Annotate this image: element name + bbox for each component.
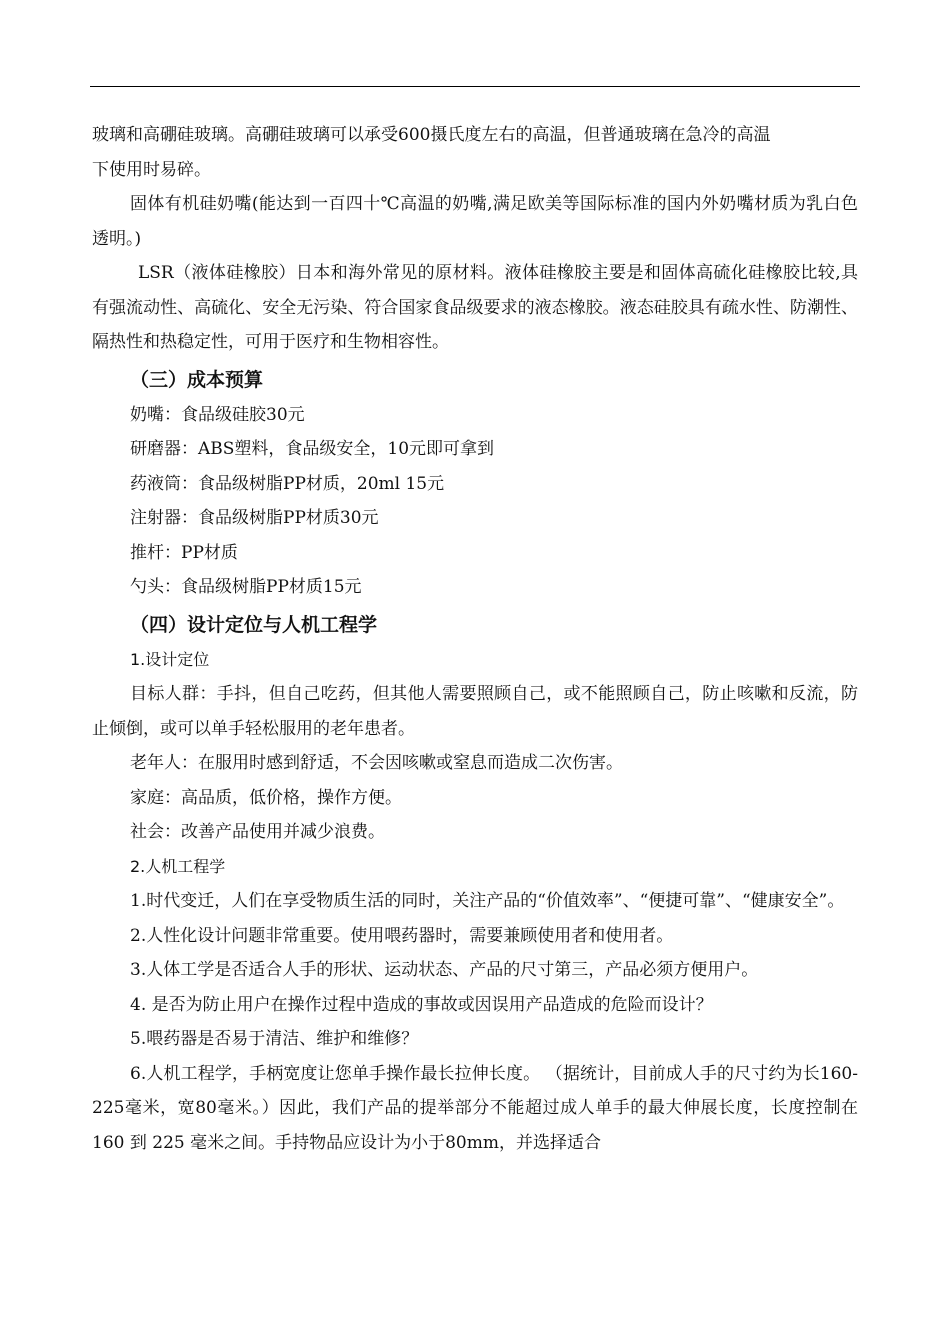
section-heading-cost: （三）成本预算 (130, 368, 264, 391)
cost-item-cylinder: 药液筒：食品级树脂PP材质，20ml 15元 (130, 473, 445, 494)
cost-item-plunger: 推杆：PP材质 (130, 542, 238, 563)
paragraph-glass (92, 118, 858, 187)
paragraph-lsr: LSR（液体硅橡胶）日本和海外常见的原材料。液体硅橡胶主要是和固体高硫化硅橡胶比较,具有强流动性、高硫化、安全无污染、符合国家食品级要求的液态橡胶。液态硅胶具有疏水性、防潮性、隔热性和热稳定性，可用于医疗和生物相容性。 (92, 263, 858, 352)
ergonomics-item-6: 6.人机工程学，手柄宽度让您单手操作最长拉伸长度。 （据统计，目前成人手的尺寸约为长160-225毫米，宽80毫米。）因此，我们产品的提举部分不能超过成人单手的最大伸展长度，长度控制在 160 到 225 毫米之间。手持物品应设计为小于80mm，并选择适合 (92, 1063, 858, 1153)
document-body (92, 118, 858, 1160)
section-heading-design: （四）设计定位与人机工程学 (130, 613, 378, 636)
cost-item-nipple: 奶嘴：食品级硅胶30元 (130, 404, 305, 425)
ergonomics-item-5: 5.喂药器是否易于清洁、维护和维修？ (130, 1029, 419, 1049)
glass-line-2: 下使用时易碎。 (92, 159, 211, 180)
cost-item-syringe: 注射器：食品级树脂PP材质30元 (130, 508, 379, 528)
positioning-target: 目标人群：手抖，但自己吃药，但其他人需要照顾自己，或不能照顾自己，防止咳嗽和反流，防止倾倒，或可以单手轻松服用的老年患者。 (92, 684, 858, 739)
positioning-elderly: 老年人：在服用时感到舒适，不会因咳嗽或窒息而造成二次伤害。 (130, 753, 623, 773)
positioning-society: 社会：改善产品使用并减少浪费。 (130, 822, 385, 842)
cost-item-grinder: 研磨器：ABS塑料，食品级安全，10元即可拿到 (130, 439, 495, 459)
glass-line-1: 玻璃和高硼硅玻璃。高硼硅玻璃可以承受600摄氏度左右的高温，但普通玻璃在急冷的高温 (92, 125, 771, 145)
paragraph-silicone: 固体有机硅奶嘴(能达到一百四十℃高温的奶嘴,满足欧美等国际标准的国内外奶嘴材质为乳白色透明。) (92, 194, 858, 249)
header-rule (90, 86, 860, 87)
positioning-family: 家庭：高品质，低价格，操作方便。 (130, 787, 402, 808)
subheading-ergonomics: 2.人机工程学 (130, 856, 226, 876)
ergonomics-item-3: 3.人体工学是否适合人手的形状、运动状态、产品的尺寸第三，产品必须方便用户。 (130, 960, 759, 980)
subheading-positioning: 1.设计定位 (130, 649, 210, 669)
ergonomics-item-4: 4. 是否为防止用户在操作过程中造成的事故或因误用产品造成的危险而设计？ (130, 994, 713, 1015)
ergonomics-item-1: 1.时代变迁，人们在享受物质生活的同时，关注产品的“价值效率”、“便捷可靠”、“健康安全”。 (130, 891, 845, 911)
cost-item-spoon: 勺头：食品级树脂PP材质15元 (130, 577, 362, 597)
ergonomics-item-2: 2.人性化设计问题非常重要。使用喂药器时，需要兼顾使用者和使用者。 (130, 925, 674, 946)
